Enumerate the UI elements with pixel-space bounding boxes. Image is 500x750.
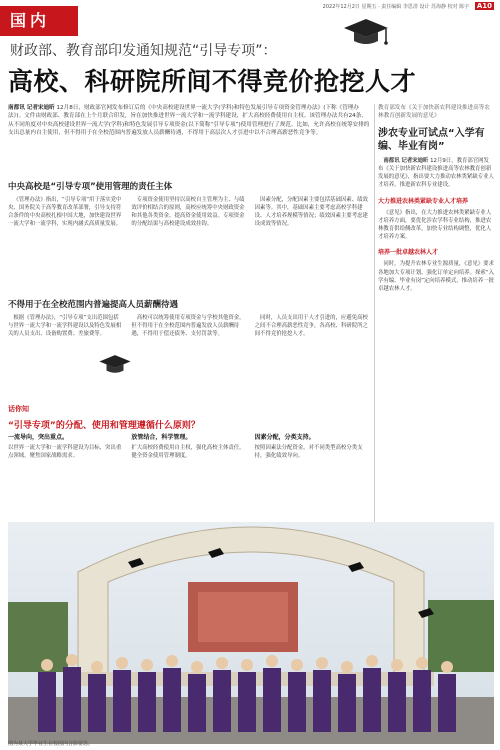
- lead-text: 12月8日，财政部官网发布修订后的《中央高校建设世界一流大学(学科)和特色发展引导专项资金管理办法》(下称《管理办法》)。文件由财政部、教育部在上个月联合印发，旨在加快推进世界一流大学和一流学科建设，扩大高校经费使用自主权。该管理办法共有24条，从不同角度对中央高校建设世界一流大学(学科)和特色发展引导专项资金(以下简称“引导专项”)使用管理进行了规范。比如，允许高校在统筹安排的支出总量内自主使用，但不得用于在全校范围内普遍发放人员薪酬待遇，不得用于高层次人才引进中以不合理高薪恶性竞争等。: [8, 105, 370, 137]
- section2-body: [8, 314, 370, 394]
- sidebar-byline: 南都讯 记者宋迪昕: [383, 157, 429, 164]
- principle-heading: 放管结合，科学管理。: [131, 434, 192, 441]
- section3-body: [8, 432, 370, 460]
- section2-title: 不得用于在全校范围内普遍提高人员薪酬待遇: [8, 300, 179, 310]
- explain-label: 话你知: [8, 405, 29, 413]
- sidebar-text: 《意见》指出，在大力推进农林类紧缺专业人才培养方面，要优化涉农学科专业结构，推进农林教育供给侧改革，加快专业结构调整，优化人才培养方案。: [378, 209, 492, 241]
- sidebar-body: [378, 157, 494, 190]
- principle-heading: 一流导向，突出重点。: [8, 434, 69, 441]
- lead-byline: 南都讯 记者宋迪昕: [8, 105, 55, 111]
- principle-item: [131, 432, 246, 460]
- sidebar-text: 12月9日，教育部官网发布《关于加快新农科建设推进高等农林教育创新发展的意见》，指出要大力推动农林类紧缺专业人才培养，推进新农科专业建设。: [378, 157, 494, 189]
- principle-item: [8, 432, 123, 460]
- section2-col: 根据《管理办法》，“引导专项”支出范围包括与世界一流大学和一流学科建设以及特色发展相关的人员支出、设备购置费、差旅费等。: [8, 315, 122, 338]
- sidebar-article: [378, 104, 494, 293]
- section1-title: 中央高校是“引导专项”使用管理的责任主体: [8, 182, 173, 192]
- section-tag: 国内: [0, 6, 78, 36]
- photo-caption: 图为某大学毕业生在校园内合影留念。: [8, 741, 94, 747]
- principle-heading: 因素分配，分类支持。: [254, 434, 315, 441]
- subtitle: 财政部、教育部印发通知规范“引导专项”：: [10, 43, 277, 59]
- dateline-text: 2022年12月2日 星期五 · 责任编辑 李思清 设计 苏海静 校对 陈宇: [322, 4, 470, 10]
- section2-col: 高校可以统筹使用专项资金与学校其他资金，但不得用于在全校范围内普遍发放人员薪酬待遇，不得用于偿还债务、支付罚款等。: [131, 315, 245, 338]
- sidebar-heading: 培养一批卓越农林人才: [378, 249, 439, 257]
- graduation-photo: [8, 522, 494, 744]
- section2-col: 同时，人员支出用于人才引进的，应避免高校之间不合理高薪恶性竞争，各高校、科研院所之间不得竞价抢挖人才。: [254, 315, 368, 338]
- graduation-cap-icon: [342, 16, 390, 50]
- section1-col: 因素分配，分配因素主要包括基础因素、绩效因素等。其中，基础因素主要考虑高校学科建设、人才培养规模等情况；绩效因素主要考虑建设成效等情况。: [254, 197, 368, 228]
- sidebar-text: 同时，为提升农林专业生源质量，《意见》要求各地加大专项计划、强化订单定向培养。探索“入学有编、毕业有岗”定向培养模式，推动培养一批卓越农林人才。: [378, 261, 494, 293]
- section1-col: 《管理办法》指出，“引导专项”用于落实党中央、国务院关于高等教育改革部署，引导支持符合条件的中央高校扎根中国大地，加快建设世界一流大学和一流学科，实现内涵式高质量发展。: [8, 197, 122, 228]
- graduation-cap-icon: [98, 352, 132, 378]
- sidebar-heading: 大力推进农林类紧缺专业人才培养: [378, 197, 469, 205]
- headline: 高校、科研院所间不得竞价抢挖人才: [8, 67, 417, 96]
- principle-text: 扩大高校经费使用自主权，强化高校主体责任，健全资金使用管理制度。: [131, 445, 245, 460]
- lead-paragraph: [8, 104, 370, 138]
- sidebar-intro: 教育部发布《关于加快新农科建设推进高等农林教育创新发展的意见》: [378, 105, 490, 120]
- section3-title: “引导专项”的分配、使用和管理遵循什么原则？: [8, 421, 200, 431]
- section1-body: [8, 196, 370, 286]
- principle-text: 按照因素法分配资金，对不同类型高校分类支持，强化绩效导向。: [254, 445, 363, 460]
- edition-number: A10: [476, 2, 492, 10]
- section1-col: 专项资金使用坚持以高校自主管理为主、与绩效评价相结合的原则，高校应统筹中央财政资金和其他各类资金，提高资金使用效益。专项资金的分配结果与高校建设成效挂钩。: [131, 197, 245, 228]
- principle-text: 以世界一流大学和一流学科建设为目标，突出重点领域，聚焦国家战略需求。: [8, 445, 122, 460]
- dateline: [323, 2, 494, 10]
- principle-item: [255, 432, 370, 460]
- sidebar-title: 涉农专业可试点“入学有编、毕业有岗”: [378, 127, 485, 152]
